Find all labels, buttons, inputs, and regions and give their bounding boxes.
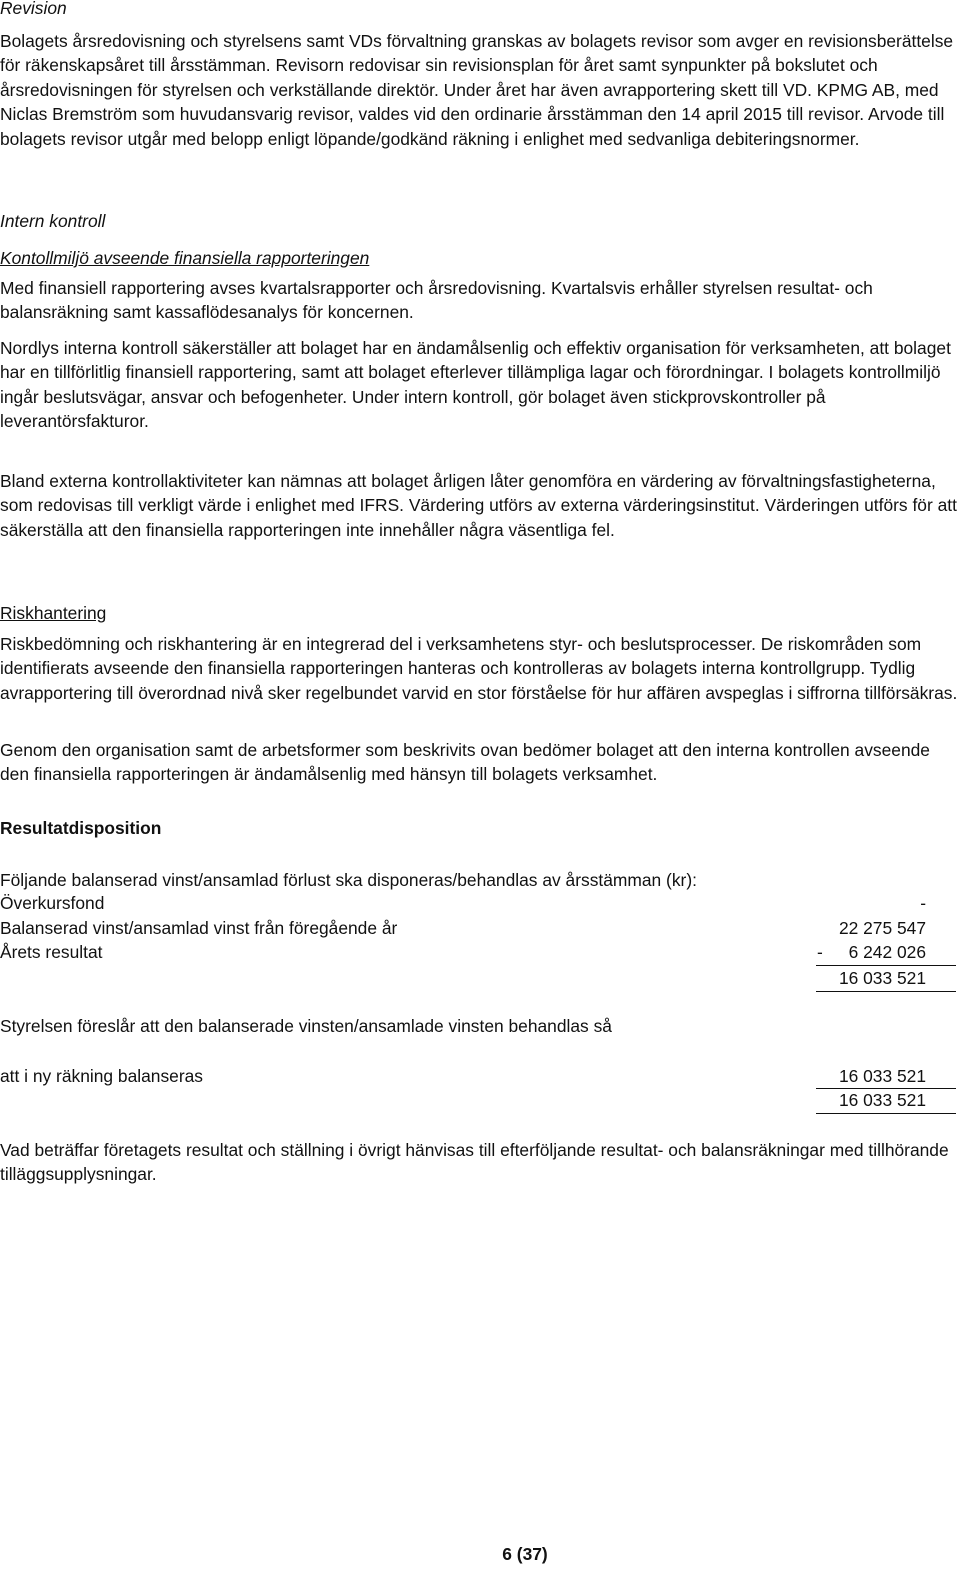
riskhantering-paragraph-1: Riskbedömning och riskhantering är en integrerad del i verksamhetens styr- och beslutsprocesser. De riskområden som identifierats avseende den finansiella rapporteringen hanteras och kontrolleras av bolagets interna kontrollgrupp. Tydlig avrapportering till överordnad nivå sker regelbundet varvid en stor förståelse för hur affären avspeglas i siffrorna tillförsäkras. [0, 634, 958, 703]
intern-kontroll-p1-block [0, 276, 958, 325]
intern-kontroll-p3-block [0, 469, 958, 542]
disposition-table [0, 891, 958, 965]
resultatdisposition-heading-block [0, 816, 958, 840]
carry-label: att i ny räkning balanseras [0, 1066, 204, 1086]
row-label: Överkursfond [0, 893, 105, 913]
carry-forward-table [0, 1064, 958, 1089]
carry-total-rule [816, 1113, 956, 1114]
intern-kontroll-p2-block [0, 336, 958, 434]
page-number: 6 (37) [502, 1544, 548, 1564]
row-amount: - [920, 893, 926, 913]
resultatdisposition-intro-block [0, 868, 958, 892]
proposal-text: Styrelsen föreslår att den balanserade vinsten/ansamlade vinsten behandlas så [0, 1016, 612, 1036]
carry-total-amount: 16 033 521 [838, 1090, 926, 1110]
intern-kontroll-paragraph-2: Nordlys interna kontroll säkerställer att bolaget har en ändamålsenlig och effektiv organisation för verksamheten, att bolaget har en tillförlitlig finansiell rapportering, samt att bolaget efterlever tillämpliga lagar och förordningar. I bolagets kontrollmiljö ingår beslutsvägar, ansvar och befogenheter. Under intern kontroll, gör bolaget även stickprovskontroller på leverantörsfakturor. [0, 338, 951, 432]
table-row [0, 916, 958, 941]
revision-body-block [0, 29, 958, 151]
total-rule [816, 991, 956, 992]
table-row [0, 1064, 958, 1089]
riskhantering-heading-block [0, 601, 958, 625]
riskhantering-paragraph-2: Genom den organisation samt de arbetsformer som beskrivits ovan bedömer bolaget att den interna kontrollen avseende den finansiella rapporteringen är ändamålsenlig med hänsyn till bolagets verksamhet. [0, 740, 930, 785]
total-row [0, 1088, 958, 1113]
revision-heading: Revision [0, 0, 67, 18]
intern-kontroll-paragraph-3: Bland externa kontrollaktiviteter kan nämnas att bolaget årligen låter genomföra en värdering av förvaltningsfastigheterna, som redovisas till verkligt värde i enlighet med IFRS. Värdering utförs av externa värderingsinstitut. Värderingen utförs för att säkerställa att den finansiella rapporteringen inte innehåller några väsentliga fel. [0, 471, 957, 540]
revision-section [0, 0, 958, 20]
resultatdisposition-heading: Resultatdisposition [0, 818, 162, 838]
resultatdisposition-intro: Följande balanserad vinst/ansamlad förlust ska disponeras/behandlas av årsstämman (kr): [0, 870, 697, 890]
kontrollmiljo-subheading: Kontollmiljö avseende finansiella rapporteringen [0, 248, 370, 268]
kontrollmiljo-subheading-block [0, 246, 958, 270]
riskhantering-heading: Riskhantering [0, 603, 107, 623]
closing-text: Vad beträffar företagets resultat och ställning i övrigt hänvisas till efterföljande resultat- och balansräkningar med tillhörande tilläggsupplysningar. [0, 1140, 949, 1185]
total-amount: 16 033 521 [838, 968, 926, 988]
closing-block [0, 1138, 958, 1187]
table-row [0, 940, 958, 965]
total-row [0, 966, 958, 991]
riskhantering-p1-block [0, 632, 958, 705]
carry-amount: 16 033 521 [838, 1066, 926, 1086]
intern-kontroll-section [0, 209, 958, 233]
row-label: Årets resultat [0, 942, 103, 962]
intern-kontroll-heading: Intern kontroll [0, 211, 106, 231]
row-amount: 22 275 547 [838, 917, 926, 938]
disposition-total-block [0, 966, 958, 991]
riskhantering-p2-block [0, 738, 958, 787]
revision-body: Bolagets årsredovisning och styrelsens samt VDs förvaltning granskas av bolagets revisor som avger en revisionsberättelse för räkenskapsåret till årsstämman. Revisorn redovisar sin revisionsplan för året samt synpunkter på bokslutet och årsredovisningen för styrelsen och verkställande direktör. Under året har även avrapportering skett till VD. KPMG AB, med Niclas Bremström som huvudansvarig revisor, valdes vid den ordinarie årsstämman den 14 april 2015 till revisor. Arvode till bolagets revisor utgår med belopp enligt löpande/godkänd räkning i enlighet med sedvanliga debiteringsnormer. [0, 31, 954, 149]
row-amount: 6 242 026 [848, 942, 926, 962]
row-label: Balanserad vinst/ansamlad vinst från föregående år [0, 917, 398, 938]
intern-kontroll-paragraph-1: Med finansiell rapportering avses kvartalsrapporter och årsredovisning. Kvartalsvis erhåller styrelsen resultat- och balansräkning samt kassaflödesanalys för koncernen. [0, 278, 873, 323]
table-row [0, 891, 958, 916]
row-sign: - [817, 942, 823, 962]
proposal-block [0, 1014, 958, 1038]
carry-total-block [0, 1088, 958, 1113]
